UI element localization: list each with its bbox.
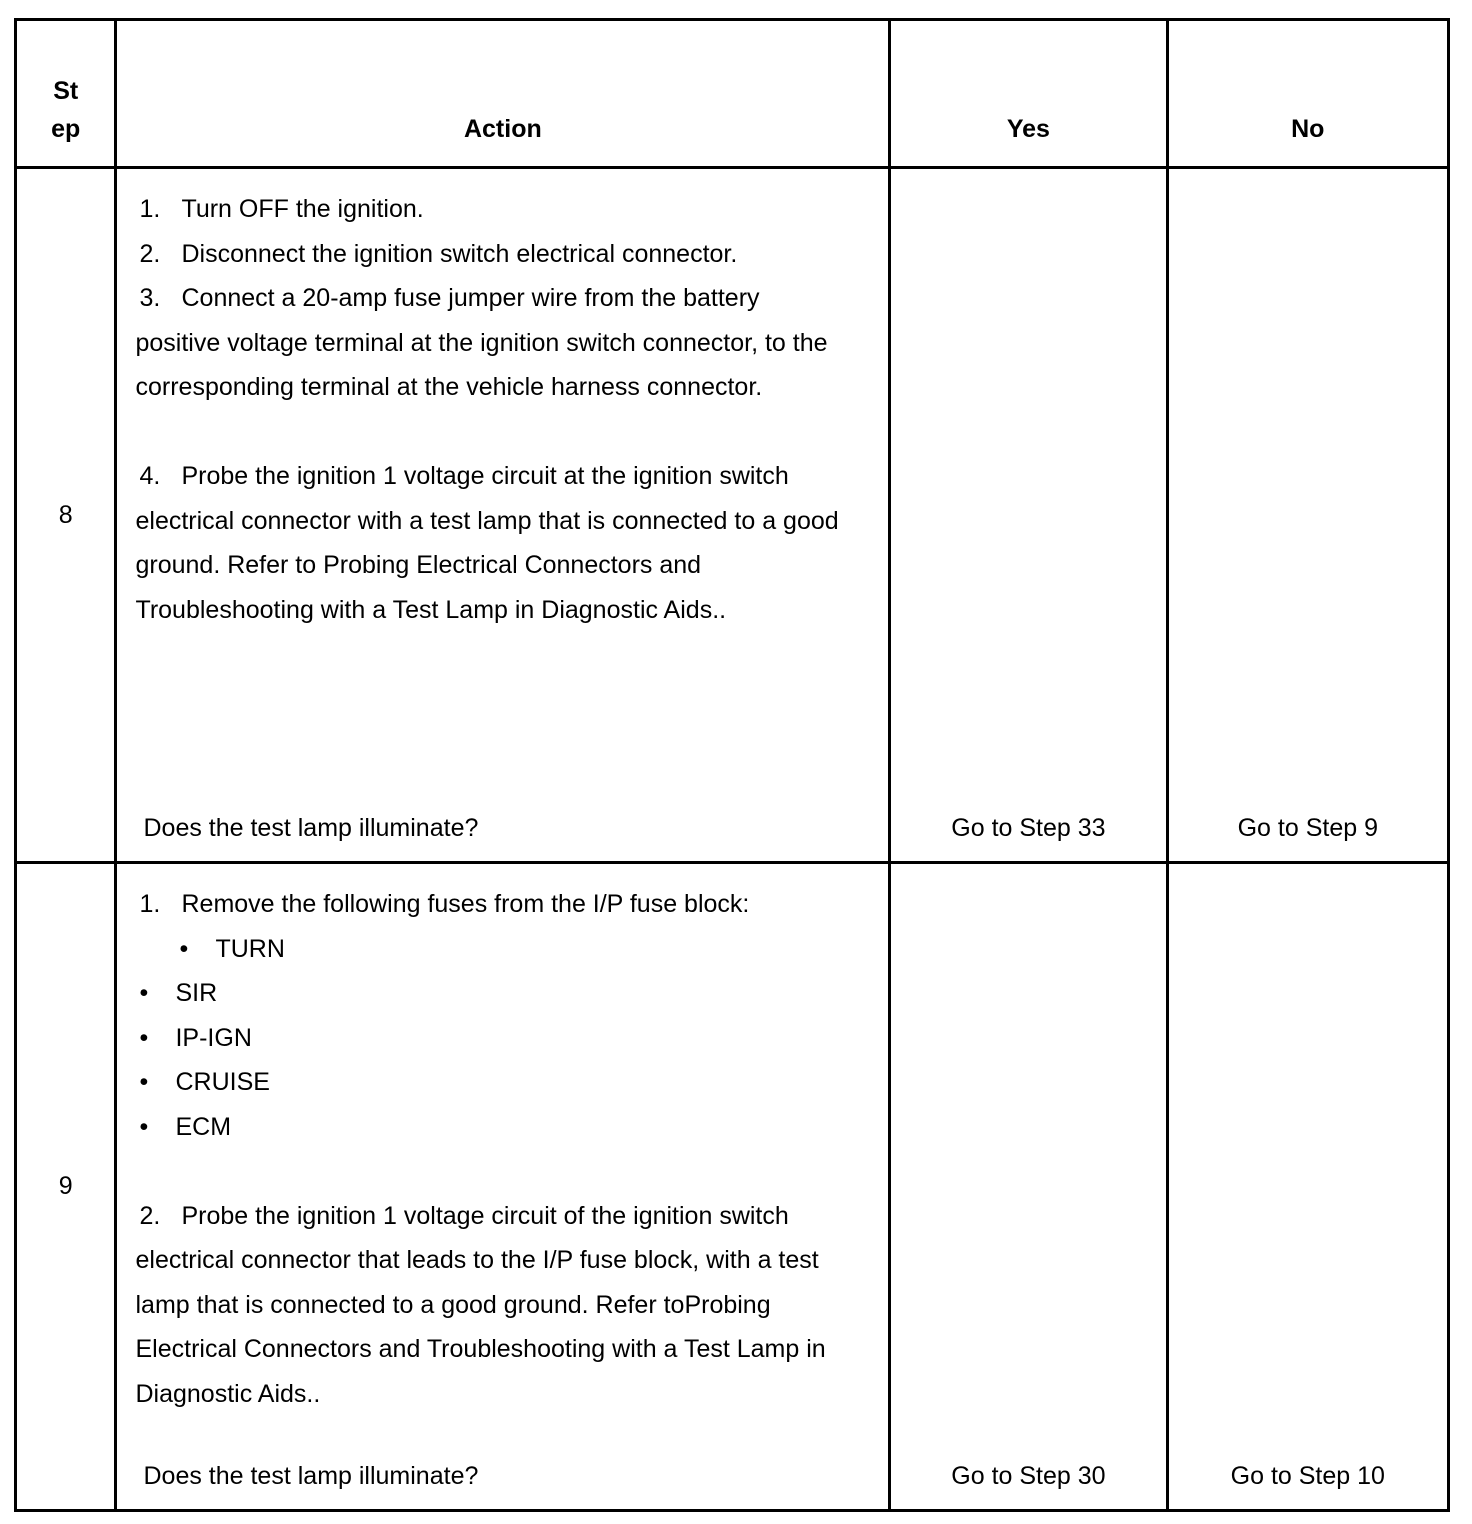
- fuse-name: SIR: [175, 979, 218, 1007]
- bullet-icon: •: [139, 979, 149, 1007]
- step-number: 9: [16, 863, 116, 1511]
- fuse-name: CRUISE: [175, 1068, 270, 1096]
- yes-header: Yes: [890, 20, 1167, 168]
- fuse-list-item: [135, 1016, 848, 1061]
- fuse-list-item: [135, 1060, 848, 1105]
- table-row: [16, 168, 1449, 863]
- instruction-text: Probe the ignition 1 voltage circuit of the ignition switch electrical connector that leads to the I/P fuse block, with a test lamp that is connected to a good ground. Refer toProbing Electrical Connectors and Troubleshooting with a Test Lamp in Diagnostic Aids..: [135, 1201, 826, 1408]
- instruction-number: 1.: [139, 195, 161, 223]
- step-header: St ep: [16, 20, 116, 168]
- yes-result: Go to Step 30: [890, 863, 1167, 1511]
- instruction-item: [135, 1194, 848, 1417]
- table-row: [16, 863, 1449, 1511]
- no-result: Go to Step 9: [1167, 168, 1448, 863]
- fuse-list-item: [135, 1105, 848, 1150]
- header-row: [16, 20, 1449, 168]
- action-cell: [116, 168, 890, 863]
- instruction-number: 3.: [139, 284, 161, 312]
- bullet-icon: •: [139, 1023, 149, 1052]
- fuse-name: IP-IGN: [175, 1023, 252, 1052]
- fuse-name: TURN: [215, 934, 285, 963]
- instruction-item: [135, 187, 848, 232]
- instruction-item: [135, 232, 848, 277]
- instruction-number: 2.: [139, 239, 161, 268]
- instruction-text: Disconnect the ignition switch electrical connector.: [181, 239, 738, 268]
- instruction-text: Connect a 20-amp fuse jumper wire from the battery positive voltage terminal at the ignition switch connector, to the corresponding terminal at the vehicle harness connector.: [135, 284, 828, 401]
- instruction-item: [135, 454, 848, 632]
- instruction-item: [135, 882, 848, 927]
- instruction-text: Remove the following fuses from the I/P fuse block:: [181, 890, 750, 918]
- bullet-icon: •: [179, 934, 189, 963]
- fuse-list-item: [135, 971, 848, 1016]
- action-instructions: [135, 187, 848, 632]
- instruction-number: 4.: [139, 462, 161, 490]
- bullet-icon: •: [139, 1112, 149, 1141]
- question-text: Does the test lamp illuminate?: [143, 1462, 479, 1490]
- instruction-number: 1.: [139, 890, 161, 918]
- instruction-number: 2.: [139, 1201, 161, 1230]
- question-text: Does the test lamp illuminate?: [143, 814, 479, 842]
- action-cell: [116, 863, 890, 1511]
- fuse-list-item: [135, 927, 848, 972]
- no-result: Go to Step 10: [1167, 863, 1448, 1511]
- yes-result: Go to Step 33: [890, 168, 1167, 863]
- diagnostic-table: [14, 18, 1450, 1512]
- no-header: No: [1167, 20, 1448, 168]
- step-number: 8: [16, 168, 116, 863]
- action-instructions: [135, 882, 848, 1416]
- fuse-name: ECM: [175, 1112, 232, 1141]
- action-header: Action: [116, 20, 890, 168]
- bullet-icon: •: [139, 1068, 149, 1096]
- instruction-text: Turn OFF the ignition.: [181, 195, 424, 223]
- instruction-text: Probe the ignition 1 voltage circuit at the ignition switch electrical connector with a test lamp that is connected to a good ground. Refer to Probing Electrical Connectors and Troubleshooting with a Test Lamp in Diagnostic Aids..: [135, 462, 839, 624]
- instruction-item: [135, 276, 848, 410]
